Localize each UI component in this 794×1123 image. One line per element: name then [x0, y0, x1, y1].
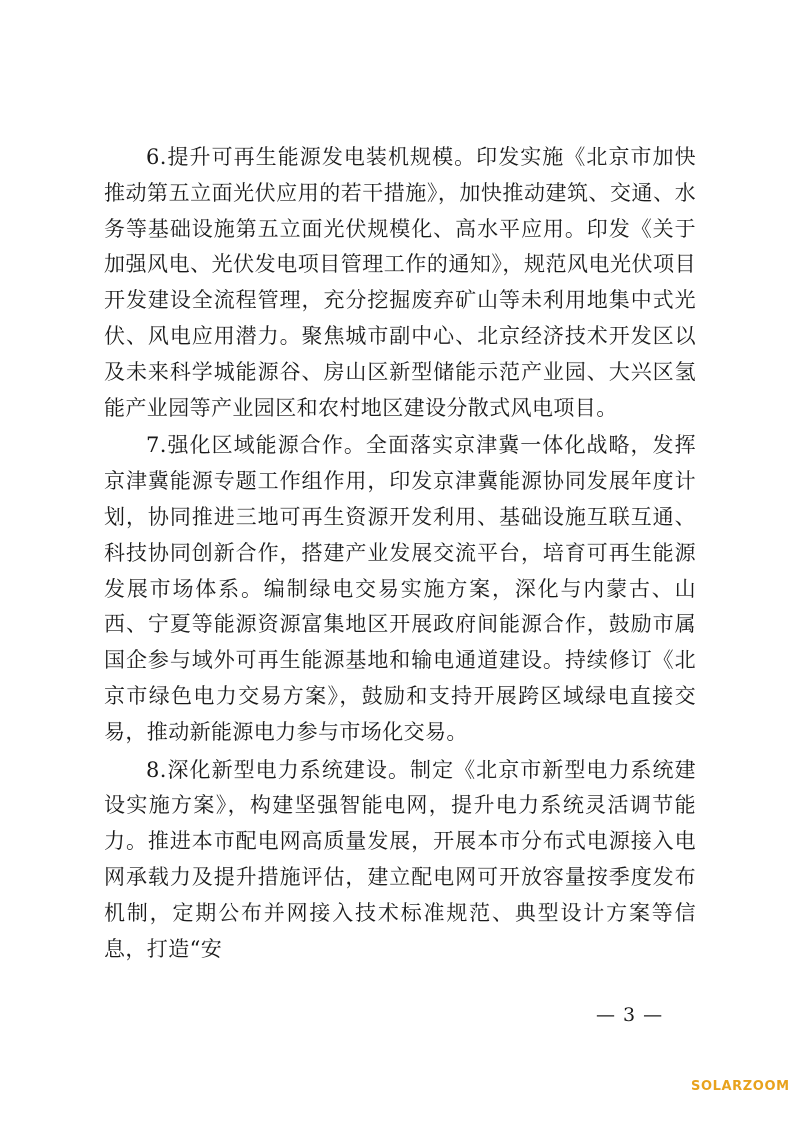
page-number: — 3 —	[596, 1004, 664, 1026]
paragraph-7: 7.强化区域能源合作。全面落实京津冀一体化战略，发挥京津冀能源专题工作组作用，印发京津冀能源协同发展年度计划，协同推进三地可再生资源开发利用、基础设施互联互通、科技协同创新合作，搭建产业发展交流平台，培育可再生能源发展市场体系。编制绿电交易实施方案，深化与内蒙古、山西、宁夏等能源资源富集地区开展政府间能源合作，鼓励市属国企参与域外可再生能源基地和输电通道建设。持续修订《北京市绿色电力交易方案》，鼓励和支持开展跨区域绿电直接交易，推动新能源电力参与市场化交易。	[104, 433, 696, 744]
document-body	[104, 140, 696, 969]
paragraph-8: 8.深化新型电力系统建设。制定《北京市新型电力系统建设实施方案》，构建坚强智能电网，提升电力系统灵活调节能力。推进本市配电网高质量发展，开展本市分布式电源接入电网承载力及提升措施评估，建立配电网可开放容量按季度发布机制，定期公布并网接入技术标准规范、典型设计方案等信息，打造“安	[104, 757, 696, 961]
paragraph-6: 6.提升可再生能源发电装机规模。印发实施《北京市加快推动第五立面光伏应用的若干措施》，加快推动建筑、交通、水务等基础设施第五立面光伏规模化、高水平应用。印发《关于加强风电、光伏发电项目管理工作的通知》，规范风电光伏项目开发建设全流程管理，充分挖掘废弃矿山等未利用地集中式光伏、风电应用潜力。聚焦城市副中心、北京经济技术开发区以及未来科学城能源谷、房山区新型储能示范产业园、大兴区氢能产业园等产业园区和农村地区建设分散式风电项目。	[104, 145, 696, 420]
watermark-logo: SOLARZOOM	[691, 1079, 790, 1094]
